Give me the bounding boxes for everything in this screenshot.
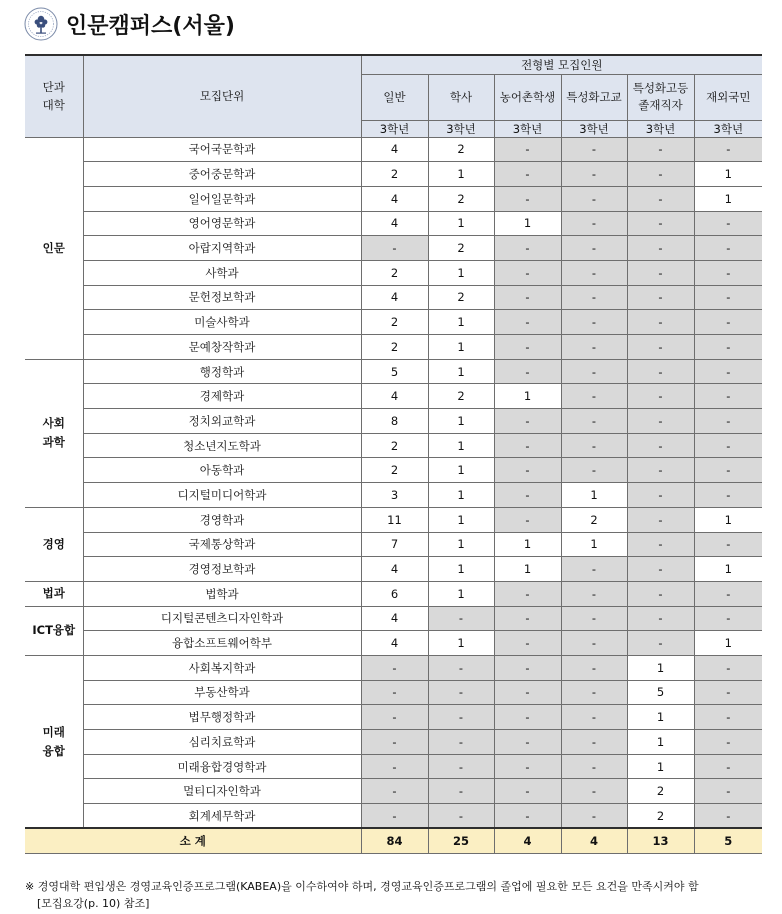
quota-cell: -	[561, 606, 627, 631]
table-row	[25, 631, 762, 656]
quota-cell: 1	[428, 483, 494, 508]
quota-cell: -	[694, 754, 762, 779]
quota-cell: 5	[627, 680, 694, 705]
quota-cell: -	[627, 211, 694, 236]
quota-cell: 2	[428, 186, 494, 211]
table-row	[25, 655, 762, 680]
quota-cell: 5	[361, 359, 428, 384]
quota-cell: -	[494, 260, 561, 285]
header-type-4: 특성화고등 졸재직자	[627, 74, 694, 120]
quota-cell: 2	[627, 779, 694, 804]
quota-cell: -	[494, 310, 561, 335]
quota-cell: -	[694, 705, 762, 730]
unit-cell: 법무행정학과	[83, 705, 361, 730]
table-row	[25, 680, 762, 705]
quota-cell: -	[694, 730, 762, 755]
quota-cell: 3	[361, 483, 428, 508]
college-cell: 사회 과학	[25, 359, 83, 507]
quota-cell: -	[561, 409, 627, 434]
quota-cell: -	[694, 211, 762, 236]
unit-cell: 영어영문학과	[83, 211, 361, 236]
quota-cell: 2	[361, 335, 428, 360]
quota-cell: 2	[361, 433, 428, 458]
quota-cell: -	[494, 409, 561, 434]
quota-cell: -	[494, 335, 561, 360]
table-row	[25, 507, 762, 532]
quota-cell: -	[694, 285, 762, 310]
college-cell: 미래 융합	[25, 655, 83, 828]
quota-cell: -	[627, 557, 694, 582]
header-grade-0: 3학년	[361, 120, 428, 137]
unit-cell: 국어국문학과	[83, 137, 361, 162]
quota-cell: -	[694, 532, 762, 557]
total-cell: 5	[694, 828, 762, 853]
quota-cell: 1	[561, 532, 627, 557]
quota-cell: 1	[428, 260, 494, 285]
quota-cell: 4	[361, 384, 428, 409]
unit-cell: 청소년지도학과	[83, 433, 361, 458]
quota-cell: -	[627, 631, 694, 656]
total-cell: 25	[428, 828, 494, 853]
quota-cell: -	[428, 655, 494, 680]
header-college: 단과 대학	[25, 55, 83, 137]
table-row	[25, 458, 762, 483]
quota-cell: 1	[494, 557, 561, 582]
quota-cell: -	[494, 483, 561, 508]
quota-cell: -	[494, 359, 561, 384]
quota-cell: -	[694, 458, 762, 483]
quota-cell: -	[494, 458, 561, 483]
page-title: 인문캠퍼스(서울)	[66, 13, 235, 39]
table-row	[25, 705, 762, 730]
quota-cell: 1	[627, 655, 694, 680]
quota-cell: -	[494, 655, 561, 680]
quota-cell: -	[428, 779, 494, 804]
quota-cell: -	[494, 730, 561, 755]
total-label: 소 계	[25, 828, 361, 853]
quota-cell: -	[561, 285, 627, 310]
college-cell: 인문	[25, 137, 83, 359]
quota-cell: -	[694, 310, 762, 335]
header-grade-5: 3학년	[694, 120, 762, 137]
header-type-5: 재외국민	[694, 74, 762, 120]
college-cell: ICT융합	[25, 606, 83, 655]
quota-cell: -	[561, 359, 627, 384]
quota-cell: -	[627, 310, 694, 335]
unit-cell: 회계세무학과	[83, 804, 361, 829]
table-row	[25, 754, 762, 779]
unit-cell: 일어일문학과	[83, 186, 361, 211]
quota-cell: 2	[428, 384, 494, 409]
quota-cell: 1	[428, 310, 494, 335]
quota-cell: -	[494, 804, 561, 829]
quota-cell: -	[361, 754, 428, 779]
quota-cell: 1	[428, 458, 494, 483]
unit-cell: 정치외교학과	[83, 409, 361, 434]
table-row	[25, 335, 762, 360]
quota-cell: 2	[428, 285, 494, 310]
unit-cell: 아동학과	[83, 458, 361, 483]
quota-cell: -	[627, 606, 694, 631]
quota-cell: -	[694, 384, 762, 409]
quota-cell: -	[494, 606, 561, 631]
header-type-1: 학사	[428, 74, 494, 120]
quota-cell: 1	[428, 335, 494, 360]
header-unit: 모집단위	[83, 55, 361, 137]
table-row	[25, 779, 762, 804]
table-row	[25, 310, 762, 335]
college-cell: 경영	[25, 507, 83, 581]
quota-cell: -	[494, 581, 561, 606]
quota-cell: -	[494, 754, 561, 779]
quota-cell: -	[561, 433, 627, 458]
quota-cell: -	[561, 186, 627, 211]
quota-cell: -	[694, 137, 762, 162]
quota-cell: -	[561, 557, 627, 582]
unit-cell: 문예창작학과	[83, 335, 361, 360]
quota-cell: 1	[428, 359, 494, 384]
table-row	[25, 804, 762, 829]
quota-cell: 4	[361, 606, 428, 631]
unit-cell: 아랍지역학과	[83, 236, 361, 261]
quota-cell: -	[694, 260, 762, 285]
quota-cell: 11	[361, 507, 428, 532]
quota-cell: -	[494, 162, 561, 187]
quota-cell: -	[561, 705, 627, 730]
quota-cell: -	[361, 655, 428, 680]
quota-cell: 2	[561, 507, 627, 532]
quota-cell: -	[694, 236, 762, 261]
quota-cell: -	[627, 162, 694, 187]
unit-cell: 중어중문학과	[83, 162, 361, 187]
header-type-2: 농어촌학생	[494, 74, 561, 120]
total-row	[25, 828, 762, 853]
quota-cell: 1	[694, 186, 762, 211]
table-row	[25, 359, 762, 384]
quota-cell: 2	[428, 137, 494, 162]
quota-cell: 2	[428, 236, 494, 261]
quota-cell: -	[627, 359, 694, 384]
unit-cell: 행정학과	[83, 359, 361, 384]
quota-cell: -	[561, 260, 627, 285]
header-type-0: 일반	[361, 74, 428, 120]
quota-cell: -	[694, 680, 762, 705]
quota-cell: -	[361, 236, 428, 261]
quota-cell: 4	[361, 137, 428, 162]
quota-cell: -	[627, 458, 694, 483]
footnote-line-1: ※ 경영대학 편입생은 경영교육인증프로그램(KABEA)을 이수하여야 하며, 경영교육인증프로그램의 졸업에 필요한 모든 요건을 만족시켜야 함	[25, 880, 699, 893]
quota-cell: -	[694, 804, 762, 829]
quota-cell: -	[428, 680, 494, 705]
quota-cell: -	[361, 705, 428, 730]
quota-cell: -	[561, 730, 627, 755]
quota-cell: -	[694, 779, 762, 804]
quota-cell: -	[694, 581, 762, 606]
table-row	[25, 581, 762, 606]
quota-cell: -	[494, 680, 561, 705]
table-row	[25, 532, 762, 557]
quota-cell: -	[561, 384, 627, 409]
quota-cell: -	[494, 631, 561, 656]
quota-cell: -	[561, 779, 627, 804]
quota-cell: -	[694, 433, 762, 458]
table-row	[25, 409, 762, 434]
table-row	[25, 285, 762, 310]
quota-cell: -	[561, 655, 627, 680]
unit-cell: 멀티디자인학과	[83, 779, 361, 804]
quota-cell: 1	[428, 433, 494, 458]
quota-cell: -	[627, 260, 694, 285]
quota-cell: -	[627, 137, 694, 162]
header-grade-2: 3학년	[494, 120, 561, 137]
university-seal-icon	[24, 7, 58, 41]
quota-cell: 1	[694, 507, 762, 532]
quota-cell: 1	[694, 631, 762, 656]
quota-cell: -	[561, 137, 627, 162]
total-cell: 4	[494, 828, 561, 853]
unit-cell: 문헌정보학과	[83, 285, 361, 310]
quota-cell: -	[494, 236, 561, 261]
quota-cell: -	[361, 804, 428, 829]
college-cell: 법과	[25, 581, 83, 606]
quota-cell: -	[627, 581, 694, 606]
header-type-3: 특성화고교	[561, 74, 627, 120]
quota-cell: -	[561, 581, 627, 606]
quota-cell: 2	[361, 310, 428, 335]
quota-cell: 7	[361, 532, 428, 557]
unit-cell: 융합소프트웨어학부	[83, 631, 361, 656]
unit-cell: 경제학과	[83, 384, 361, 409]
admission-quota-table	[25, 54, 762, 854]
quota-cell: -	[694, 483, 762, 508]
quota-cell: 2	[361, 260, 428, 285]
quota-cell: 6	[361, 581, 428, 606]
header-quota-group: 전형별 모집인원	[361, 55, 762, 74]
quota-cell: -	[361, 779, 428, 804]
quota-cell: 1	[694, 557, 762, 582]
quota-cell: 4	[361, 211, 428, 236]
table-row	[25, 384, 762, 409]
quota-cell: -	[627, 507, 694, 532]
quota-cell: 1	[494, 211, 561, 236]
table-row	[25, 186, 762, 211]
quota-cell: -	[627, 532, 694, 557]
unit-cell: 사회복지학과	[83, 655, 361, 680]
quota-cell: 1	[428, 631, 494, 656]
table-row	[25, 236, 762, 261]
table-row	[25, 211, 762, 236]
quota-cell: -	[627, 285, 694, 310]
quota-cell: -	[561, 162, 627, 187]
quota-cell: 1	[627, 730, 694, 755]
quota-cell: -	[627, 433, 694, 458]
quota-cell: -	[494, 779, 561, 804]
quota-cell: 1	[428, 507, 494, 532]
quota-cell: -	[694, 409, 762, 434]
quota-cell: -	[494, 433, 561, 458]
quota-cell: -	[494, 285, 561, 310]
quota-cell: -	[627, 186, 694, 211]
quota-cell: -	[561, 458, 627, 483]
quota-cell: -	[494, 137, 561, 162]
quota-cell: -	[694, 606, 762, 631]
quota-cell: 1	[494, 532, 561, 557]
table-row	[25, 483, 762, 508]
quota-cell: 4	[361, 557, 428, 582]
quota-cell: -	[361, 680, 428, 705]
quota-cell: 1	[428, 211, 494, 236]
quota-cell: 1	[627, 754, 694, 779]
total-cell: 4	[561, 828, 627, 853]
quota-cell: 1	[627, 705, 694, 730]
quota-cell: 1	[428, 557, 494, 582]
quota-cell: -	[561, 804, 627, 829]
header-grade-1: 3학년	[428, 120, 494, 137]
quota-cell: -	[561, 335, 627, 360]
total-cell: 84	[361, 828, 428, 853]
unit-cell: 법학과	[83, 581, 361, 606]
quota-cell: 4	[361, 186, 428, 211]
quota-cell: -	[494, 186, 561, 211]
quota-cell: 2	[361, 162, 428, 187]
quota-cell: -	[428, 705, 494, 730]
quota-cell: 1	[428, 162, 494, 187]
table-row	[25, 433, 762, 458]
table-row	[25, 162, 762, 187]
table-row	[25, 260, 762, 285]
quota-cell: 1	[694, 162, 762, 187]
table-row	[25, 557, 762, 582]
total-cell: 13	[627, 828, 694, 853]
unit-cell: 디지털콘텐츠디자인학과	[83, 606, 361, 631]
quota-cell: -	[428, 730, 494, 755]
unit-cell: 심리치료학과	[83, 730, 361, 755]
footnote	[25, 878, 765, 912]
quota-cell: 1	[494, 384, 561, 409]
quota-cell: -	[561, 310, 627, 335]
quota-cell: -	[627, 409, 694, 434]
quota-cell: -	[561, 211, 627, 236]
quota-cell: 2	[361, 458, 428, 483]
quota-cell: -	[361, 730, 428, 755]
quota-cell: 1	[428, 532, 494, 557]
quota-cell: -	[694, 335, 762, 360]
unit-cell: 미래융합경영학과	[83, 754, 361, 779]
quota-cell: -	[627, 236, 694, 261]
unit-cell: 미술사학과	[83, 310, 361, 335]
unit-cell: 경영학과	[83, 507, 361, 532]
table-row	[25, 137, 762, 162]
quota-cell: -	[627, 483, 694, 508]
quota-cell: 1	[428, 581, 494, 606]
quota-cell: -	[428, 754, 494, 779]
quota-cell: -	[694, 655, 762, 680]
quota-cell: 4	[361, 285, 428, 310]
unit-cell: 국제통상학과	[83, 532, 361, 557]
header-grade-3: 3학년	[561, 120, 627, 137]
quota-cell: -	[561, 631, 627, 656]
quota-cell: 1	[428, 409, 494, 434]
quota-cell: 4	[361, 631, 428, 656]
quota-cell: -	[494, 705, 561, 730]
quota-cell: -	[428, 606, 494, 631]
header-grade-4: 3학년	[627, 120, 694, 137]
footnote-line-2: [모집요강(p. 10) 참조]	[37, 897, 150, 910]
unit-cell: 디지털미디어학과	[83, 483, 361, 508]
quota-cell: -	[561, 680, 627, 705]
quota-cell: -	[494, 507, 561, 532]
quota-cell: 2	[627, 804, 694, 829]
quota-cell: -	[694, 359, 762, 384]
table-row	[25, 730, 762, 755]
quota-cell: 1	[561, 483, 627, 508]
unit-cell: 사학과	[83, 260, 361, 285]
quota-cell: -	[428, 804, 494, 829]
quota-cell: -	[561, 236, 627, 261]
quota-cell: -	[627, 335, 694, 360]
unit-cell: 경영정보학과	[83, 557, 361, 582]
quota-cell: -	[627, 384, 694, 409]
unit-cell: 부동산학과	[83, 680, 361, 705]
page-header	[24, 4, 235, 44]
quota-cell: -	[561, 754, 627, 779]
table-row	[25, 606, 762, 631]
quota-cell: 8	[361, 409, 428, 434]
